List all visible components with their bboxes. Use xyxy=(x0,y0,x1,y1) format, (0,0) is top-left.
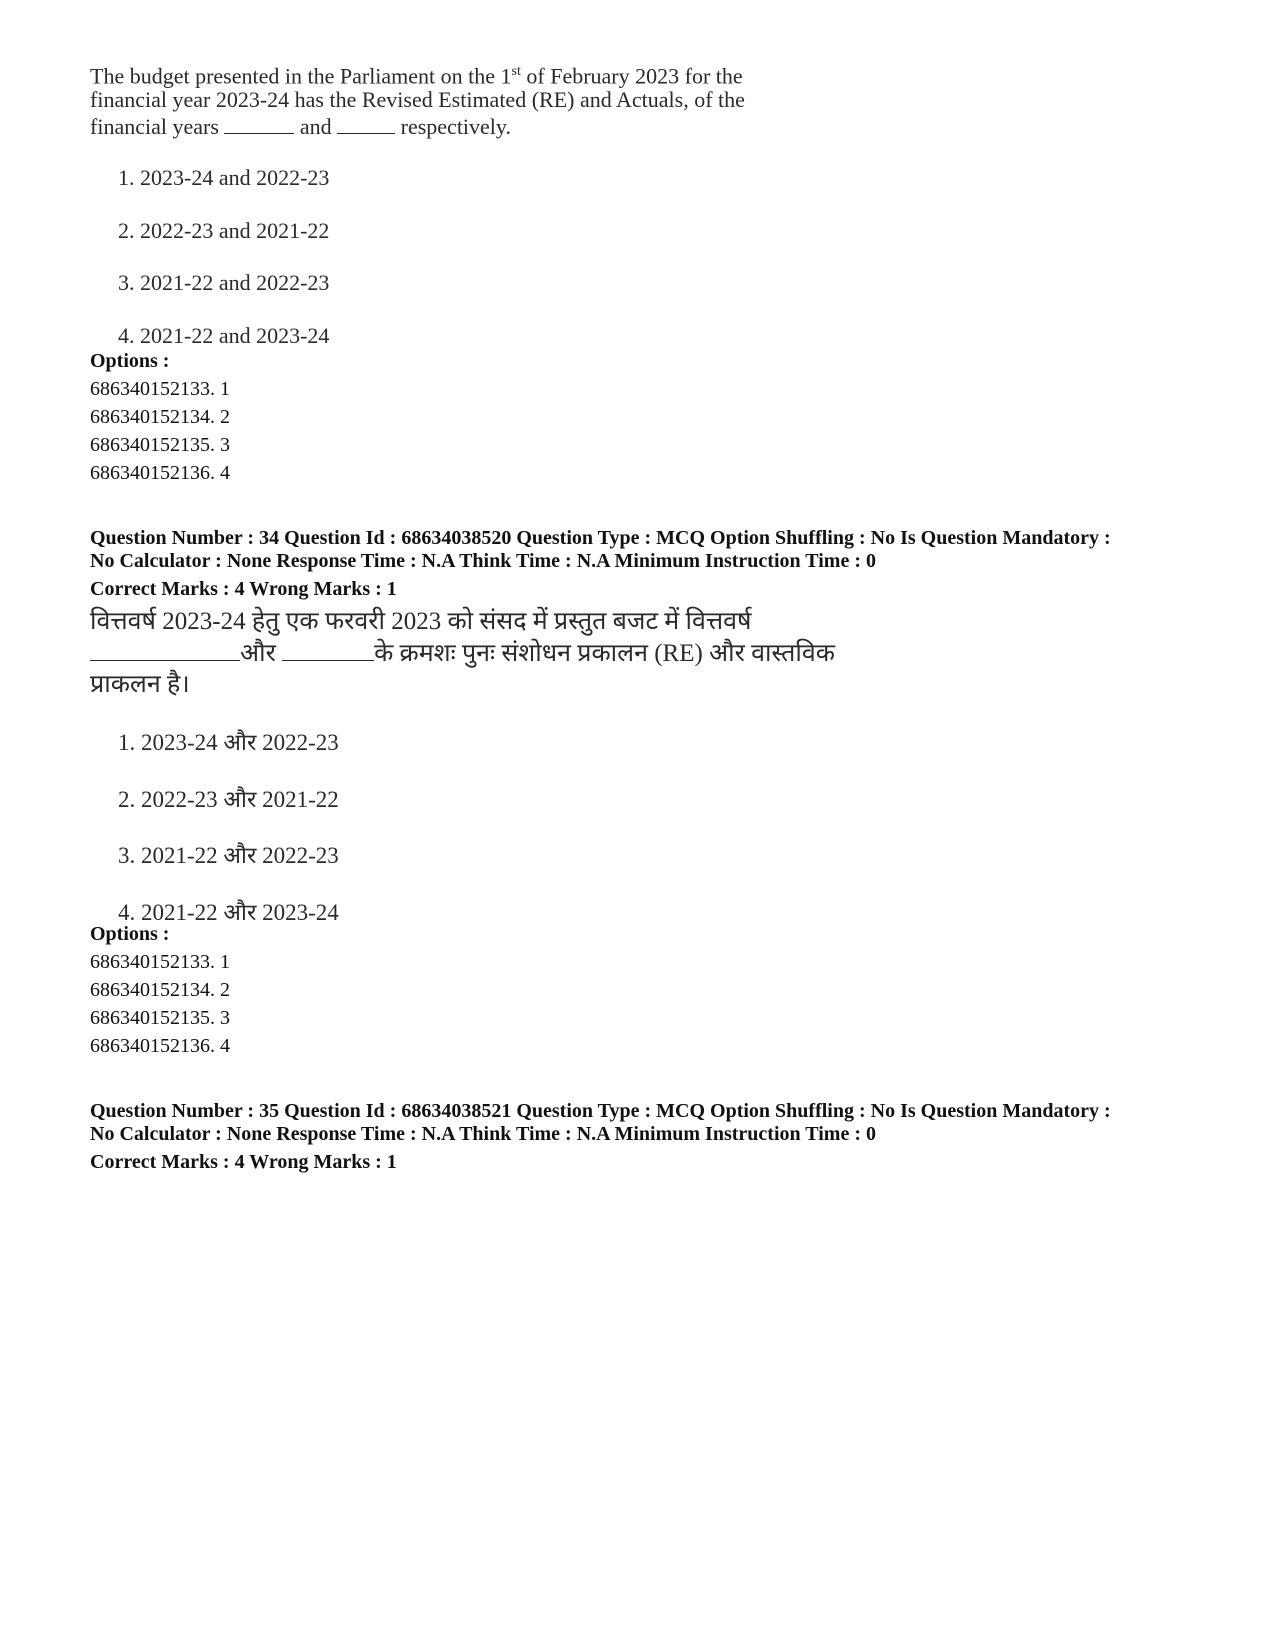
q33-option-3: 686340152135. 3 xyxy=(90,434,230,456)
q33-choice-2: 2. 2022-23 and 2021-22 xyxy=(118,218,330,243)
q34-option-2: 686340152134. 2 xyxy=(90,979,230,1001)
q33-choice-3: 3. 2021-22 and 2022-23 xyxy=(118,270,330,295)
q34-option-3: 686340152135. 3 xyxy=(90,1007,230,1029)
q33-text-line-3: financial years and respectively. xyxy=(90,114,511,139)
q35-meta-line-1: Question Number : 35 Question Id : 68634038521 Question Type : MCQ Option Shuffling : No Is Question Mandatory : xyxy=(90,1100,1111,1122)
q34-choice-4: 4. 2021-22 और 2023-24 xyxy=(118,900,339,925)
blank-hi-1 xyxy=(90,642,240,661)
q34-option-1: 686340152133. 1 xyxy=(90,951,230,973)
q33-text-line-1: The budget presented in the Parliament on the 1st of February 2023 for the xyxy=(90,63,743,89)
q34-meta-line-2: No Calculator : None Response Time : N.A Think Time : N.A Minimum Instruction Time : 0 xyxy=(90,550,876,572)
q33-text-line-2: financial year 2023-24 has the Revised Estimated (RE) and Actuals, of the xyxy=(90,87,745,112)
q34-options-heading: Options : xyxy=(90,923,170,945)
q33-option-4: 686340152136. 4 xyxy=(90,462,230,484)
q33-option-1: 686340152133. 1 xyxy=(90,378,230,400)
q34-meta-line-1: Question Number : 34 Question Id : 68634038520 Question Type : MCQ Option Shuffling : No Is Question Mandatory : xyxy=(90,527,1111,549)
q35-meta-line-2: No Calculator : None Response Time : N.A Think Time : N.A Minimum Instruction Time : 0 xyxy=(90,1123,876,1145)
blank-2 xyxy=(337,115,395,134)
q34-choice-1: 1. 2023-24 और 2022-23 xyxy=(118,730,339,755)
blank-1 xyxy=(224,115,294,134)
q34-choice-3: 3. 2021-22 और 2022-23 xyxy=(118,843,339,868)
q34-hindi-line-2: और के क्रमशः पुनः संशोधन प्रकालन (RE) और वास्तविक xyxy=(90,637,835,670)
q33-choice-1: 1. 2023-24 and 2022-23 xyxy=(118,165,330,190)
q33-option-2: 686340152134. 2 xyxy=(90,406,230,428)
q34-hindi-line-1: वित्तवर्ष 2023-24 हेतु एक फरवरी 2023 को संसद में प्रस्तुत बजट में वित्तवर्ष xyxy=(90,608,752,635)
q34-marks: Correct Marks : 4 Wrong Marks : 1 xyxy=(90,578,397,600)
blank-hi-2 xyxy=(282,642,374,661)
q35-marks: Correct Marks : 4 Wrong Marks : 1 xyxy=(90,1151,397,1173)
q34-hindi-line-3: प्राकलन है। xyxy=(90,671,190,698)
q33-options-heading: Options : xyxy=(90,350,170,372)
q34-choice-2: 2. 2022-23 और 2021-22 xyxy=(118,787,339,812)
q34-option-4: 686340152136. 4 xyxy=(90,1035,230,1057)
q33-choice-4: 4. 2021-22 and 2023-24 xyxy=(118,323,330,348)
